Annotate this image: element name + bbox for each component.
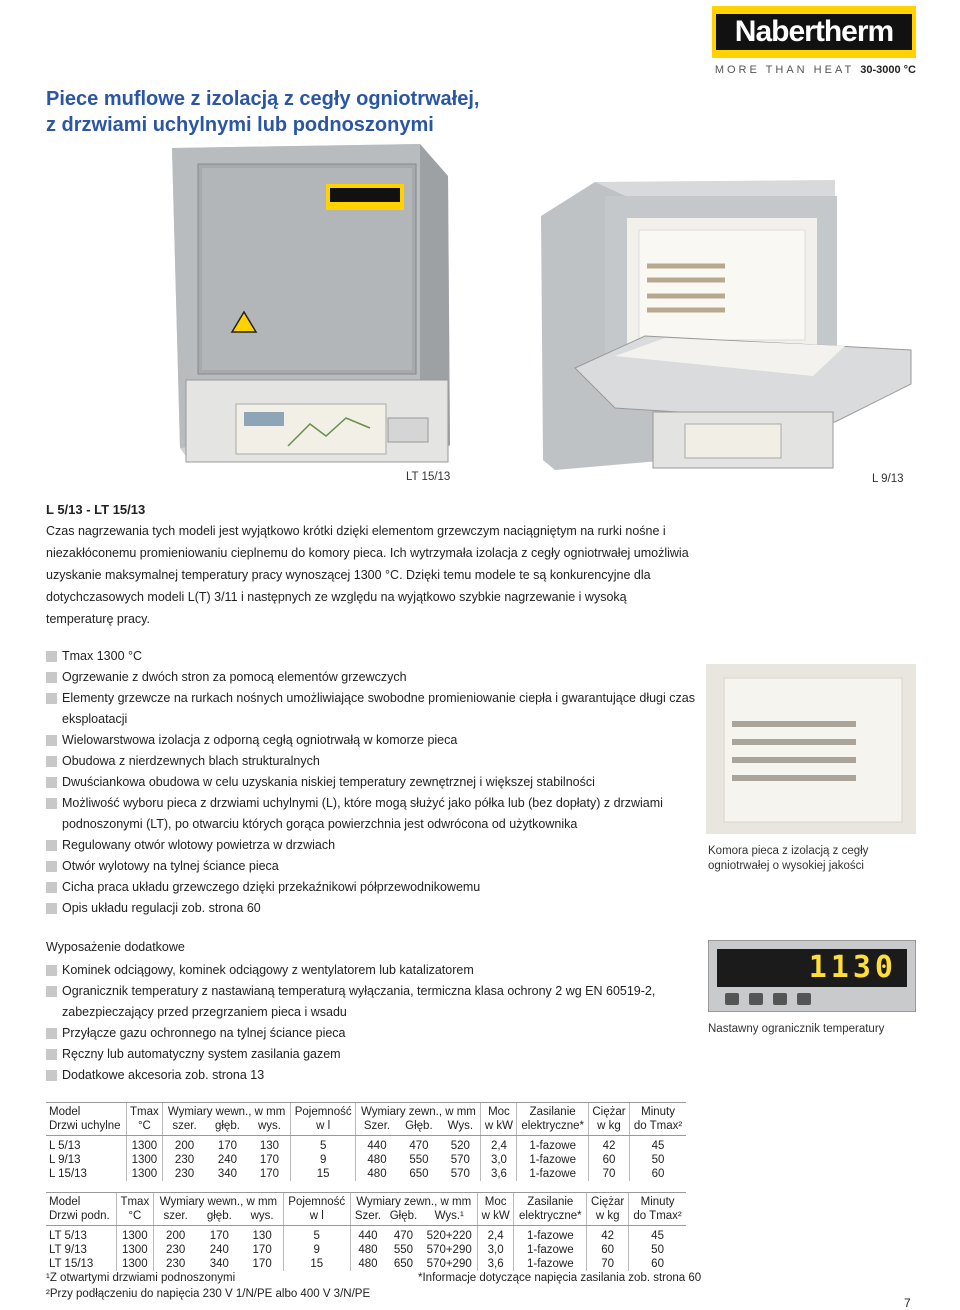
- table-cell: 60: [587, 1243, 629, 1257]
- table-cell: 480: [356, 1153, 398, 1167]
- table-cell: 570: [450, 1168, 470, 1180]
- table-cell: 70: [587, 1257, 629, 1271]
- col-outer-dims: Wymiary zewn., w mm: [356, 1103, 481, 1120]
- col-model-sub: Drzwi uchylne: [46, 1119, 126, 1136]
- list-item: Otwór wylotowy na tylnej ściance pieca: [46, 856, 696, 877]
- col-tmax-unit: °C: [116, 1209, 153, 1226]
- table-cell: 1300: [116, 1243, 153, 1257]
- col-minutes: Minuty: [630, 1103, 686, 1120]
- col-inner-dims: Wymiary wewn., w mm: [163, 1103, 291, 1120]
- table-cell: 1300: [126, 1167, 163, 1181]
- col-outer-d: Głęb.: [385, 1209, 421, 1226]
- limiter-key-icon: [749, 993, 763, 1005]
- footnote-3: *Informacje dotyczące napięcia zasilania zob. strona 60: [418, 1272, 702, 1284]
- table-cell: 170: [252, 1258, 272, 1270]
- col-supply: Zasilanie: [514, 1193, 587, 1210]
- col-outer-d: Głęb.: [398, 1119, 441, 1136]
- logo-text: Nabertherm: [716, 14, 912, 50]
- col-minutes-sub: do Tmax²: [629, 1209, 686, 1226]
- table-cell: 60: [629, 1257, 686, 1271]
- footnote-2: ²Przy podłączeniu do napięcia 230 V 1/N/PE albo 400 V 3/N/PE: [46, 1288, 371, 1300]
- tagline-text: MORE THAN HEAT: [714, 64, 855, 76]
- table-cell: 470: [409, 1140, 429, 1152]
- table-cell: 50: [630, 1153, 686, 1167]
- table-cell: 130: [259, 1140, 280, 1152]
- table-cell: 230: [163, 1167, 206, 1181]
- table-cell: 170: [252, 1244, 272, 1256]
- lt-caption: LT 15/13: [406, 471, 451, 483]
- table-cell: 570: [450, 1154, 470, 1166]
- table-cell: L 15/13: [49, 1168, 87, 1180]
- list-item: Tmax 1300 °C: [46, 646, 696, 667]
- table-cell: 2,4: [481, 1136, 517, 1154]
- col-minutes: Minuty: [629, 1193, 686, 1210]
- table-row: [46, 1153, 686, 1167]
- list-item: Elementy grzewcze na rurkach nośnych umożliwiające swobodne promieniowanie ciepła i gwarantujące długi czas eksploatacji: [46, 688, 696, 730]
- limiter-key-icon: [797, 993, 811, 1005]
- col-weight: Ciężar: [588, 1103, 629, 1120]
- col-tmax-unit: °C: [126, 1119, 163, 1136]
- col-tmax: Tmax: [116, 1193, 153, 1210]
- table-cell: 520: [450, 1140, 470, 1152]
- table-cell: LT 5/13: [49, 1230, 87, 1242]
- table-cell: 470: [393, 1230, 414, 1242]
- limiter-value: 1130: [808, 950, 897, 985]
- list-item: Dwuściankowa obudowa w celu uzyskania niskiej temperatury zewnętrznej i większej stabilności: [46, 772, 696, 793]
- col-volume: Pojemność: [283, 1193, 350, 1210]
- col-power-unit: w kW: [481, 1119, 517, 1136]
- table-cell: 50: [629, 1243, 686, 1257]
- table-cell: 1-fazowe: [514, 1243, 587, 1257]
- col-model-sub: Drzwi podn.: [46, 1209, 116, 1226]
- spec-table-lift-door: [46, 1192, 686, 1271]
- table-cell: L 5/13: [49, 1140, 81, 1152]
- table-cell: 45: [629, 1226, 686, 1244]
- tagline: [700, 64, 916, 76]
- limiter-key-icon: [773, 993, 787, 1005]
- list-item: Obudowa z nierdzewnych blach strukturalnych: [46, 751, 696, 772]
- table-cell: 650: [409, 1168, 429, 1180]
- table-cell: 9: [283, 1243, 350, 1257]
- list-item: Ogrzewanie z dwóch stron za pomocą elementów grzewczych: [46, 667, 696, 688]
- table-cell: 570+290: [426, 1258, 472, 1270]
- table-row: [46, 1243, 686, 1257]
- limiter-key-icon: [725, 993, 739, 1005]
- col-inner-d: głęb.: [197, 1209, 241, 1226]
- list-item: Ręczny lub automatyczny system zasilania gazem: [46, 1044, 696, 1065]
- col-outer-h: Wys.: [440, 1119, 481, 1136]
- table-cell: 230: [153, 1243, 197, 1257]
- table-cell: 1-fazowe: [517, 1153, 588, 1167]
- list-item: Przyłącze gazu ochronnego na tylnej ściance pieca: [46, 1023, 696, 1044]
- table-cell: 240: [209, 1244, 229, 1256]
- table-cell: 1-fazowe: [514, 1226, 587, 1244]
- col-outer-h: Wys.¹: [422, 1209, 478, 1226]
- list-item: Wielowarstwowa izolacja z odporną cegłą ogniotrwałą w komorze pieca: [46, 730, 696, 751]
- table-cell: 170: [259, 1154, 280, 1166]
- table-cell: 60: [588, 1153, 629, 1167]
- page-title-line1: Piece muflowe z izolacją z cegły ogniotrwałej,: [46, 88, 480, 110]
- table-cell: 520+220: [426, 1230, 472, 1242]
- table-cell: 60: [630, 1167, 686, 1181]
- col-tmax: Tmax: [126, 1103, 163, 1120]
- col-power-unit: w kW: [477, 1209, 514, 1226]
- table-cell: 3,6: [481, 1167, 517, 1181]
- col-outer-w: Szer.: [356, 1119, 398, 1136]
- chamber-caption: Komora pieca z izolacją z cegły ogniotrwałej o wysokiej jakości: [708, 845, 869, 872]
- table-cell: 440: [350, 1226, 385, 1244]
- table-cell: L 9/13: [49, 1154, 81, 1166]
- list-item: Dodatkowe akcesoria zob. strona 13: [46, 1065, 696, 1086]
- limiter-display: [717, 949, 907, 987]
- table-cell: 440: [356, 1136, 398, 1154]
- col-outer-dims: Wymiary zewn., w mm: [350, 1193, 477, 1210]
- accessories-title: Wyposażenie dodatkowe: [46, 940, 185, 954]
- list-item: Cicha praca układu grzewczego dzięki przekaźnikowi półprzewodnikowemu: [46, 877, 696, 898]
- table-cell: 200: [163, 1136, 206, 1154]
- table-cell: 3,0: [481, 1153, 517, 1167]
- table-cell: 2,4: [477, 1226, 514, 1244]
- feature-list: [46, 646, 696, 919]
- l-caption: L 9/13: [872, 473, 904, 485]
- list-item: Możliwość wyboru pieca z drzwiami uchylnymi (L), które mogą służyć jako półka lub (bez dopłaty) z drzwiami podnoszonymi (LT), po otwarciu których gorąca powierzchnia jest odwrócona od użytkownika: [46, 793, 696, 835]
- accessories-list: [46, 960, 696, 1086]
- col-inner-h: wys.: [249, 1119, 290, 1136]
- brand-logo: [712, 6, 916, 58]
- temp-range: 30-3000 °C: [860, 64, 916, 76]
- col-supply-sub: elektryczne*: [517, 1119, 588, 1136]
- chamber-photo: [706, 664, 916, 834]
- table-cell: 42: [587, 1226, 629, 1244]
- intro-paragraph: Czas nagrzewania tych modeli jest wyjątkowo krótki dzięki elementom grzewczym naciągniętym na rurki nośne i niezakłóconemu promieniowaniu cieplnemu do komory pieca. Ich wytrzymała izolacja z cegły ogniotrwałej umożliwia uzyskanie maksymalnej temperatury pracy wynoszącej 1300 °C. Dzięki temu modele te są konkurencyjne dla dotychczasowych modeli L(T) 3/11 i następnych ze względu na wyjątkowo szybkie nagrzewanie i wysoką temperaturę pracy.: [46, 524, 689, 626]
- col-volume-unit: w l: [290, 1119, 356, 1136]
- table-cell: 1300: [126, 1153, 163, 1167]
- table-cell: 3,6: [477, 1257, 514, 1271]
- table-cell: 230: [153, 1257, 197, 1271]
- table-cell: 650: [393, 1258, 414, 1270]
- page-number: 7: [904, 1296, 911, 1310]
- table-cell: 550: [393, 1244, 414, 1256]
- table-cell: 1-fazowe: [517, 1167, 588, 1181]
- furnace-l-photo: [535, 178, 915, 473]
- table-cell: 240: [217, 1154, 238, 1166]
- table-cell: 9: [290, 1153, 356, 1167]
- table-cell: 230: [163, 1153, 206, 1167]
- table-cell: 570+290: [426, 1244, 472, 1256]
- table-cell: 1300: [116, 1226, 153, 1244]
- table-cell: LT 9/13: [49, 1244, 87, 1256]
- table-cell: 340: [217, 1168, 238, 1180]
- table-cell: 42: [588, 1136, 629, 1154]
- spec-table-swing-door: [46, 1102, 686, 1181]
- table-cell: 550: [409, 1154, 429, 1166]
- table-cell: 170: [259, 1168, 280, 1180]
- col-outer-w: Szer.: [350, 1209, 385, 1226]
- table-cell: 480: [350, 1257, 385, 1271]
- col-volume-unit: w l: [283, 1209, 350, 1226]
- table-cell: 480: [350, 1243, 385, 1257]
- col-inner-h: wys.: [241, 1209, 283, 1226]
- table-cell: 340: [209, 1258, 229, 1270]
- table-row: [46, 1136, 686, 1154]
- col-weight-unit: w kg: [587, 1209, 629, 1226]
- furnace-lt-photo: [150, 136, 470, 466]
- table-cell: 170: [209, 1230, 229, 1242]
- table-cell: 130: [252, 1230, 272, 1242]
- col-inner-w: szer.: [153, 1209, 197, 1226]
- limiter-photo: [708, 940, 916, 1012]
- table-row: [46, 1167, 686, 1181]
- table-cell: 1-fazowe: [517, 1136, 588, 1154]
- col-supply: Zasilanie: [517, 1103, 588, 1120]
- list-item: Ogranicznik temperatury z nastawianą temperaturą wyłączania, termiczna klasa ochrony 2 wg EN 60519-2, zabezpieczający przed przegrzaniem pieca i wsadu: [46, 981, 696, 1023]
- col-weight-unit: w kg: [588, 1119, 629, 1136]
- table-cell: 200: [153, 1226, 197, 1244]
- table-cell: 5: [283, 1226, 350, 1244]
- page-title-line2: z drzwiami uchylnymi lub podnoszonymi: [46, 114, 434, 136]
- section-heading: L 5/13 - LT 15/13: [46, 502, 146, 517]
- col-inner-d: głęb.: [206, 1119, 249, 1136]
- col-volume: Pojemność: [290, 1103, 356, 1120]
- table-cell: 1300: [126, 1136, 163, 1154]
- table-cell: 15: [283, 1257, 350, 1271]
- table-cell: 1300: [116, 1257, 153, 1271]
- col-model: Model: [46, 1193, 116, 1210]
- footnote-1: ¹Z otwartymi drzwiami podnoszonymi: [46, 1272, 236, 1284]
- col-power: Moc: [481, 1103, 517, 1120]
- table-cell: 3,0: [477, 1243, 514, 1257]
- table-cell: 15: [290, 1167, 356, 1181]
- table-cell: 1-fazowe: [514, 1257, 587, 1271]
- table-cell: 70: [588, 1167, 629, 1181]
- col-weight: Ciężar: [587, 1193, 629, 1210]
- table-cell: 5: [290, 1136, 356, 1154]
- limiter-caption: Nastawny ogranicznik temperatury: [708, 1023, 885, 1035]
- table-cell: LT 15/13: [49, 1258, 94, 1270]
- table-row: [46, 1226, 686, 1244]
- table-cell: 45: [630, 1136, 686, 1154]
- list-item: Opis układu regulacji zob. strona 60: [46, 898, 696, 919]
- page-title: [46, 86, 566, 138]
- col-supply-sub: elektryczne*: [514, 1209, 587, 1226]
- col-minutes-sub: do Tmax²: [630, 1119, 686, 1136]
- table-cell: 480: [356, 1167, 398, 1181]
- table-row: [46, 1257, 686, 1271]
- list-item: Regulowany otwór wlotowy powietrza w drzwiach: [46, 835, 696, 856]
- col-inner-w: szer.: [163, 1119, 206, 1136]
- col-inner-dims: Wymiary wewn., w mm: [153, 1193, 283, 1210]
- list-item: Kominek odciągowy, kominek odciągowy z wentylatorem lub katalizatorem: [46, 960, 696, 981]
- col-model: Model: [46, 1103, 126, 1120]
- table-cell: 170: [217, 1140, 238, 1152]
- col-power: Moc: [477, 1193, 514, 1210]
